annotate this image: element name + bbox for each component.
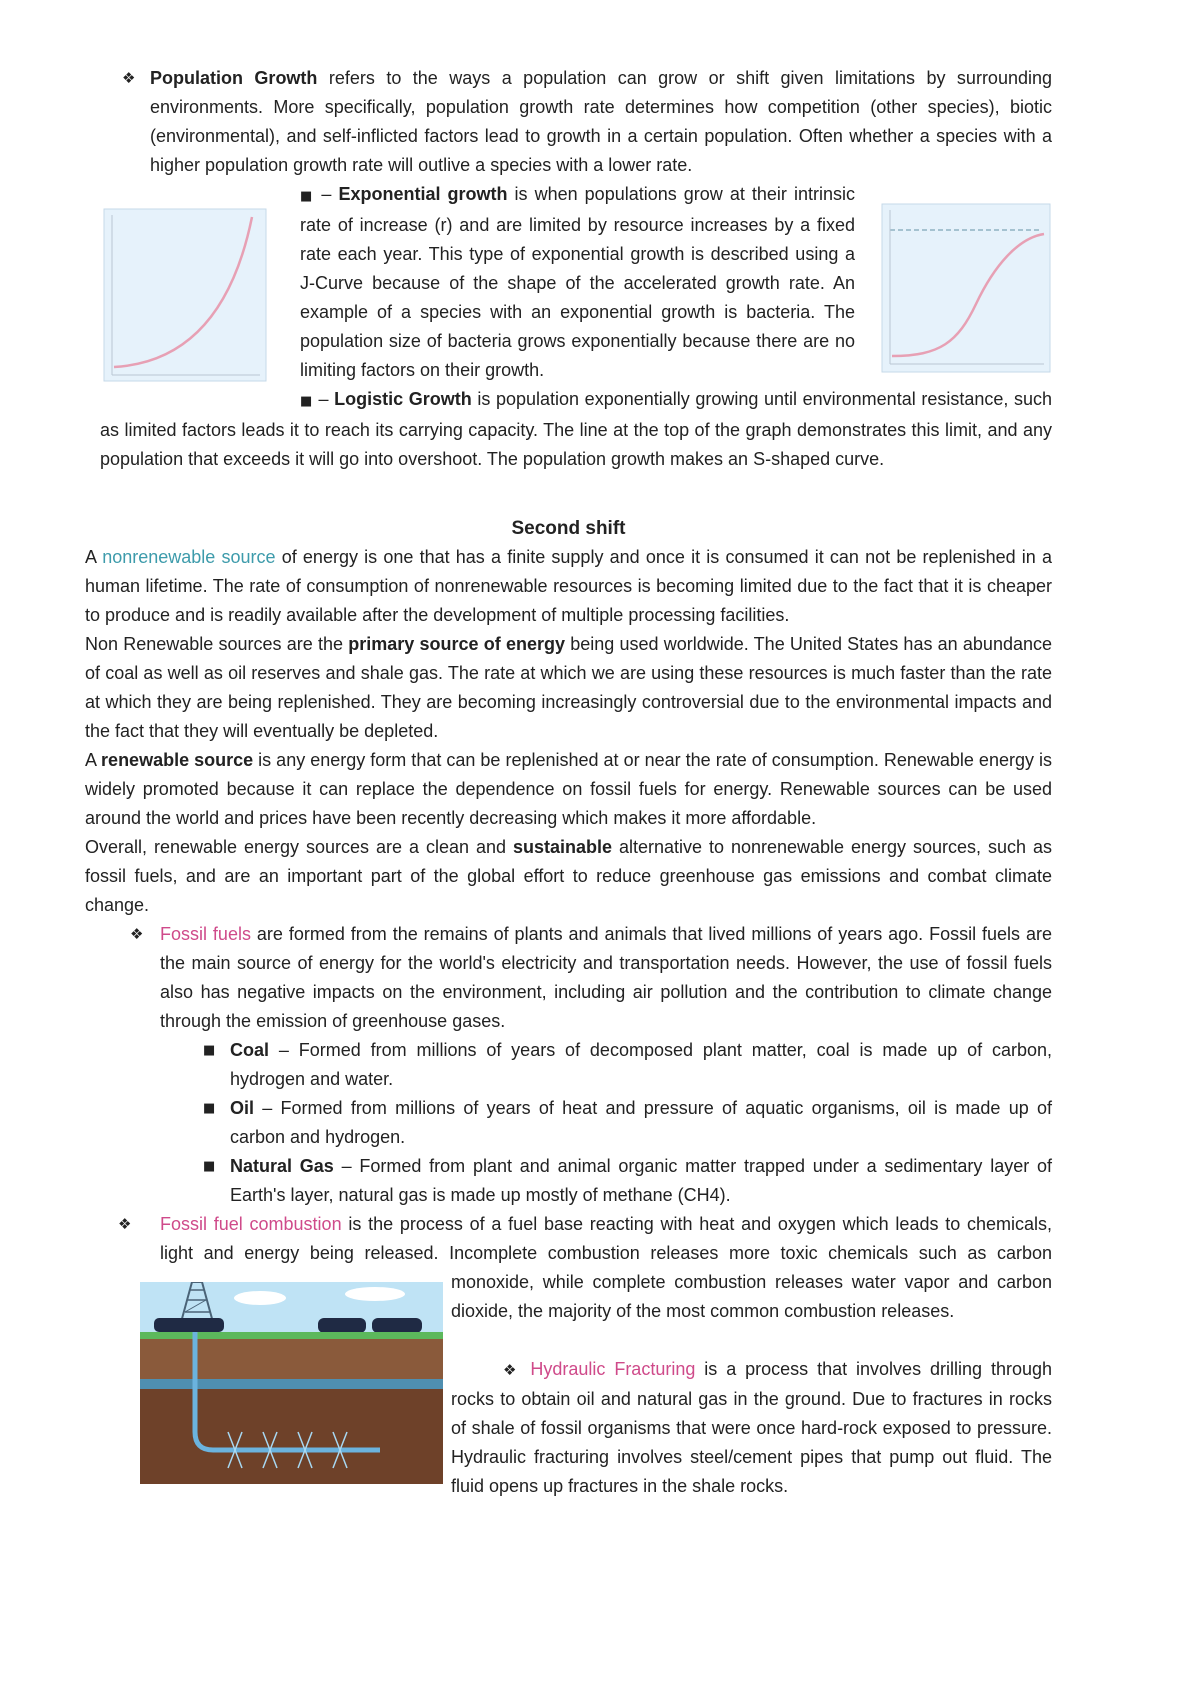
combustion-fracking-section: [85, 1210, 1052, 1501]
bullet-diamond-icon: ❖: [122, 69, 136, 87]
s-curve-chart: [880, 192, 1052, 382]
renewable-lead: A: [85, 750, 102, 770]
logistic-growth-dash: –: [312, 389, 335, 409]
fracking-body: is a process that involves drilling through rocks to obtain oil and natural gas in the ground. Due to fractures in rocks of shale of fossil organisms that were once hard-rock exposed to pressure. Hydraulic fracturing involves steel/cement pipes that pump out fluid. The fluid opens up fractures in the shale rocks.: [451, 1359, 1052, 1496]
bullet-square-icon: ■: [203, 1159, 216, 1174]
logistic-growth-body: is population exponentially growing until environmental resistance, such as limited factors leads it to reach its carrying capacity. The line at the top of the graph demonstrates this limit, and any population that exceeds it will go into overshoot. The population growth makes an S-shaped curve.: [100, 389, 1052, 469]
nonrenewable-paragraph: [85, 543, 1052, 630]
combustion-text: [118, 1210, 1053, 1326]
population-growth-term: Population Growth: [150, 68, 318, 88]
fossil-type-term: Coal: [230, 1040, 270, 1060]
graph-panel: [882, 204, 1050, 372]
fracking-term: Hydraulic Fracturing: [530, 1359, 696, 1379]
nonrenewable-lead: A: [85, 547, 103, 567]
section-heading: Second shift: [511, 518, 626, 539]
overall-term: sustainable: [512, 837, 612, 857]
fossil-fuels-item: [85, 920, 1052, 1036]
graph-panel: [104, 209, 266, 381]
overall-paragraph: [85, 833, 1052, 920]
fossil-type-oil: [85, 1094, 1052, 1152]
fossil-type-body: – Formed from millions of years of heat and pressure of aquatic organisms, oil is made up of carbon and hydrogen.: [230, 1098, 1052, 1147]
growth-section: [100, 180, 1052, 474]
nonrenewable-term: nonrenewable source: [102, 547, 276, 567]
fossil-type-body: – Formed from millions of years of decomposed plant matter, coal is made up of carbon, hydrogen and water.: [230, 1040, 1052, 1089]
fossil-type-term: Natural Gas: [230, 1156, 334, 1176]
bullet-diamond-icon: ❖: [130, 925, 144, 943]
nonrenewable-body: of energy is one that has a finite supply and once it is consumed it can not be replenished in a human lifetime. The rate of consumption of nonrenewable resources is becoming limited due to the fact that it is cheaper to produce and is readily available after the development of multiple processing facilities.: [85, 547, 1052, 625]
primary-source-paragraph: [85, 630, 1052, 746]
list-item: [230, 1152, 1052, 1210]
combustion-body: is the process of a fuel base reacting with heat and oxygen which leads to chemicals, light and energy being released. Incomplete combustion releases more toxic chemicals such as carbon monoxide, while complete combustion releases water vapor and carbon dioxide, the majority of the most common combustion releases.: [160, 1214, 1053, 1321]
fossil-type-coal: [85, 1036, 1052, 1094]
bullet-square-icon: ■: [203, 1043, 216, 1058]
renewable-term: renewable source: [101, 750, 254, 770]
bullet-diamond-icon: ❖: [503, 1361, 521, 1379]
logistic-growth-text: [100, 385, 1052, 474]
exponential-growth-term: Exponential growth: [338, 184, 508, 204]
population-growth-body: refers to the ways a population can grow or shift given limitations by surrounding environments. More specifically, population growth rate determines how competition (other species), biotic (environmental), and self-inflicted factors lead to growth in a certain population. Often whether a species with a higher population growth rate will outlive a species with a lower rate.: [150, 68, 1052, 175]
bullet-diamond-icon: ❖: [118, 1215, 132, 1233]
overall-body: alternative to nonrenewable energy sources, such as fossil fuels, and are an important part of the global effort to reduce greenhouse gas emissions and combat climate change.: [85, 837, 1052, 915]
renewable-body: is any energy form that can be replenished at or near the rate of consumption. Renewable energy is widely promoted because it can replace the dependence on fossil fuels for energy. Renewable sources can be used around the world and prices have been recently decreasing which makes it more affordable.: [85, 750, 1052, 828]
fossil-fuels-body: are formed from the remains of plants and animals that lived millions of years ago. Fossil fuels are the main source of energy for the world's electricity and transportation needs. However, the use of fossil fuels also has negative impacts on the environment, including air pollution and the contribution to climate change through the emission of greenhouse gases.: [160, 924, 1053, 1031]
overall-lead: Overall, renewable energy sources are a clean and: [85, 837, 513, 857]
document-content: [85, 64, 1052, 1501]
j-curve-chart: [100, 195, 270, 395]
exponential-growth-dash: –: [314, 184, 339, 204]
population-growth-text: [150, 64, 1052, 180]
combustion-term: Fossil fuel combustion: [160, 1214, 342, 1234]
logistic-growth-graph: [880, 192, 1052, 382]
logistic-growth-term: Logistic Growth: [334, 389, 472, 409]
bullet-square-icon: ■: [300, 189, 315, 204]
fracking-text: [160, 1355, 1052, 1501]
primary-source-lead: Non Renewable sources are the: [85, 634, 349, 654]
bullet-square-icon: ■: [203, 1101, 216, 1116]
list-item: [230, 1094, 1052, 1152]
bullet-square-icon: ■: [300, 394, 313, 409]
primary-source-term: primary source of energy: [348, 634, 566, 654]
grass-layer: [140, 1332, 443, 1339]
exponential-growth-graph: [100, 195, 270, 395]
fossil-type-natural-gas: [85, 1152, 1052, 1210]
fossil-type-body: – Formed from plant and animal organic matter trapped under a sedimentary layer of Earth's layer, natural gas is made up mostly of methane (CH4).: [230, 1156, 1053, 1205]
exponential-growth-body: is when populations grow at their intrinsic rate of increase (r) and are limited by resource increases by a fixed rate each year. This type of exponential growth is described using a J-Curve because of the shape of the accelerated growth rate. An example of a species with an exponential growth is bacteria. The population size of bacteria grows exponentially because there are no limiting factors on their growth.: [300, 184, 855, 380]
fossil-fuels-term: Fossil fuels: [160, 924, 251, 944]
population-growth-item: [85, 64, 1052, 180]
list-item: [230, 1036, 1052, 1094]
renewable-paragraph: [85, 746, 1052, 833]
fossil-type-term: Oil: [230, 1098, 255, 1118]
primary-source-body: being used worldwide. The United States has an abundance of coal as well as oil reserves and shale gas. The rate at which we are using these resources is much faster than the rate at which they are being replenished. They are becoming increasingly controversial due to the environmental impacts and the fact that they will eventually be depleted.: [85, 634, 1052, 741]
fossil-fuels-text: [160, 920, 1052, 1036]
